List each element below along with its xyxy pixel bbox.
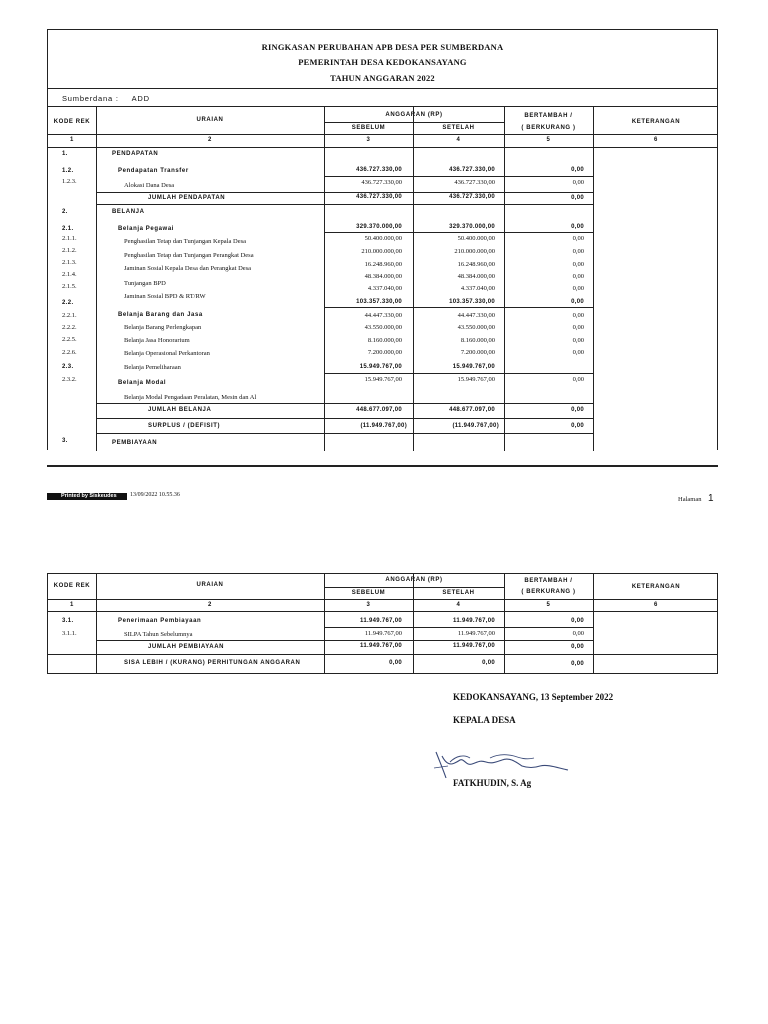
row-code: 2.1.1. <box>62 235 77 242</box>
value-setelah: 0,00 <box>482 660 495 666</box>
col-num-4: 4 <box>456 137 461 143</box>
value-sebelum: 436.727.330,00 <box>356 194 402 200</box>
row-code: 2.2.6. <box>62 349 77 356</box>
row-label: PENDAPATAN <box>112 151 159 157</box>
value-sebelum: 11.949.767,00 <box>360 643 402 649</box>
row-label: Belanja Pegawai <box>118 226 175 232</box>
col-uraian: URAIAN <box>196 582 224 588</box>
row-code: 2.2.5. <box>62 336 77 343</box>
value-diff: 0,00 <box>572 376 584 383</box>
value-setelah: 11.949.767,00 <box>453 618 495 624</box>
value-diff: 0,00 <box>572 248 584 255</box>
value-sebelum: 50.400.000,00 <box>364 235 402 242</box>
value-sebelum: 11.949.767,00 <box>360 618 402 624</box>
value-diff: 0,00 <box>571 195 584 201</box>
value-diff: 0,00 <box>572 312 584 319</box>
total-label: JUMLAH PEMBIAYAAN <box>148 644 225 650</box>
col-num-6: 6 <box>654 602 658 608</box>
divider <box>48 88 717 89</box>
value-sebelum: 44.447.330,00 <box>364 312 402 319</box>
col-anggaran: ANGGARAN (RP) <box>385 577 443 583</box>
value-diff: 0,00 <box>571 167 584 173</box>
col-num-3: 3 <box>366 137 371 143</box>
row-code: 1. <box>62 151 68 157</box>
summary-table-page2 <box>47 573 718 674</box>
value-diff: 0,00 <box>571 644 584 650</box>
row-code: 2.1.2. <box>62 247 77 254</box>
value-setelah: 436.727.330,00 <box>449 167 495 173</box>
col-num-1: 1 <box>70 137 74 143</box>
balance-label: SISA LEBIH / (KURANG) PERHITUNGAN ANGGARAN <box>124 660 301 666</box>
value-diff: 0,00 <box>571 407 584 413</box>
row-label: Tunjangan BPD <box>124 280 166 287</box>
value-setelah: 436.727.330,00 <box>454 179 495 186</box>
value-sebelum: 0,00 <box>389 660 402 666</box>
col-num-4: 4 <box>456 602 461 608</box>
value-setelah: 7.200.000,00 <box>460 349 495 356</box>
col-keterangan: KETERANGAN <box>631 584 681 590</box>
value-setelah: 436.727.330,00 <box>449 194 495 200</box>
row-code: 3.1. <box>62 618 74 624</box>
value-setelah: 16.248.960,00 <box>457 261 495 268</box>
col-anggaran: ANGGARAN (RP) <box>385 112 443 118</box>
report-subtitle-year: TAHUN ANGGARAN 2022 <box>330 73 435 83</box>
value-sebelum: (11.949.767,00) <box>360 423 407 429</box>
signature-name: FATKHUDIN, S. Ag <box>453 778 532 788</box>
value-sebelum: 210.000.000,00 <box>361 248 402 255</box>
value-setelah: 44.447.330,00 <box>457 312 495 319</box>
col-sebelum: SEBELUM <box>351 590 386 596</box>
value-sebelum: 103.357.330,00 <box>356 299 402 305</box>
col-berkurang: ( BERKURANG ) <box>521 125 576 131</box>
col-num-3: 3 <box>366 602 371 608</box>
value-sebelum: 11.949.767,00 <box>364 630 402 637</box>
row-code: 1.2. <box>62 168 74 174</box>
col-setelah: SETELAH <box>442 590 475 596</box>
row-label: PEMBIAYAAN <box>112 440 158 446</box>
value-diff: 0,00 <box>572 179 584 186</box>
value-setelah: 43.550.000,00 <box>457 324 495 331</box>
col-num-5: 5 <box>546 602 551 608</box>
page-number: 1 <box>708 493 714 504</box>
total-label: JUMLAH BELANJA <box>148 407 212 413</box>
signature-place-date: KEDOKANSAYANG, 13 September 2022 <box>453 692 614 702</box>
sumberdana-line <box>62 94 150 103</box>
summary-table-page1 <box>47 29 718 450</box>
row-code: 2.1.3. <box>62 259 77 266</box>
value-sebelum: 16.248.960,00 <box>364 261 402 268</box>
row-label: BELANJA <box>112 209 145 215</box>
value-sebelum: 15.949.767,00 <box>364 376 402 383</box>
handwritten-signature <box>430 742 575 782</box>
value-diff: 0,00 <box>572 630 584 637</box>
report-title: RINGKASAN PERUBAHAN APB DESA PER SUMBERDANA <box>261 42 504 52</box>
surplus-label: SURPLUS / (DEFISIT) <box>148 423 221 429</box>
value-sebelum: 436.727.330,00 <box>356 167 402 173</box>
print-timestamp: 13/09/2022 10.55.36 <box>130 492 180 498</box>
value-setelah: 8.160.000,00 <box>460 337 495 344</box>
col-kode-rek: KODE REK <box>53 119 91 125</box>
row-code: 2.2.1. <box>62 312 77 319</box>
col-num-5: 5 <box>546 137 551 143</box>
col-num-1: 1 <box>70 602 74 608</box>
row-code: 2.2.2. <box>62 324 77 331</box>
total-label: JUMLAH PENDAPATAN <box>148 195 226 201</box>
value-sebelum: 15.949.767,00 <box>359 364 402 370</box>
value-sebelum: 8.160.000,00 <box>367 337 402 344</box>
value-diff: 0,00 <box>572 285 584 292</box>
row-code: 2.1.4. <box>62 271 77 278</box>
col-bertambah: BERTAMBAH / <box>524 578 573 584</box>
value-setelah: 210.000.000,00 <box>454 248 495 255</box>
row-label: Belanja Modal Pengadaan Peralatan, Mesin dan Al <box>124 394 257 401</box>
col-kode-rek: KODE REK <box>53 583 91 589</box>
value-diff: 0,00 <box>571 618 584 624</box>
col-berkurang: ( BERKURANG ) <box>521 589 576 595</box>
row-label: Belanja Operasional Perkantoran <box>124 350 210 357</box>
printed-by-badge: Printed by Siskeudes <box>47 493 127 500</box>
sumberdana-value: ADD <box>131 94 150 103</box>
value-diff: 0,00 <box>572 324 584 331</box>
row-label: Alokasi Dana Desa <box>124 182 175 189</box>
value-setelah: 11.949.767,00 <box>453 643 495 649</box>
row-label: SILPA Tahun Sebelumnya <box>124 631 193 638</box>
sumberdana-label: Sumberdana : <box>62 94 119 103</box>
row-label: Belanja Pemeliharaan <box>124 364 181 371</box>
row-code: 3. <box>62 438 68 444</box>
value-setelah: 4.337.040,00 <box>460 285 495 292</box>
row-code: 3.1.1. <box>62 630 77 637</box>
row-code: 1.2.3. <box>62 178 77 185</box>
col-num-2: 2 <box>208 602 212 608</box>
row-code: 2. <box>62 209 68 215</box>
value-setelah: 103.357.330,00 <box>449 299 495 305</box>
value-sebelum: 7.200.000,00 <box>367 349 402 356</box>
col-setelah: SETELAH <box>442 125 475 131</box>
value-setelah: 15.949.767,00 <box>452 364 495 370</box>
value-setelah: 48.384.000,00 <box>457 273 495 280</box>
col-bertambah: BERTAMBAH / <box>524 113 573 119</box>
row-code: 2.1.5. <box>62 283 77 290</box>
value-diff: 0,00 <box>572 273 584 280</box>
value-setelah: 15.949.767,00 <box>457 376 495 383</box>
value-diff: 0,00 <box>571 224 584 230</box>
value-diff: 0,00 <box>571 423 584 429</box>
row-code: 2.2. <box>62 300 74 306</box>
value-sebelum: 448.677.097,00 <box>356 407 402 413</box>
value-diff: 0,00 <box>572 337 584 344</box>
row-label: Pendapatan Transfer <box>118 168 189 174</box>
row-label: Jaminan Sosial BPD & RT/RW <box>124 293 206 300</box>
value-diff: 0,00 <box>572 349 584 356</box>
row-code: 2.3.2. <box>62 376 77 383</box>
value-diff: 0,00 <box>571 661 584 667</box>
value-sebelum: 436.727.330,00 <box>361 179 402 186</box>
row-label: Belanja Modal <box>118 380 167 386</box>
report-subtitle-government: PEMERINTAH DESA KEDOKANSAYANG <box>298 57 467 67</box>
col-num-2: 2 <box>208 137 212 143</box>
value-sebelum: 48.384.000,00 <box>364 273 402 280</box>
page-break-line <box>47 465 718 467</box>
value-sebelum: 4.337.040,00 <box>367 285 402 292</box>
col-uraian: URAIAN <box>196 117 224 123</box>
signature-title: KEPALA DESA <box>453 715 516 725</box>
row-code: 2.3. <box>62 364 74 370</box>
value-setelah: 11.949.767,00 <box>457 630 495 637</box>
row-label: Belanja Jasa Honorarium <box>124 337 190 344</box>
value-setelah: 329.370.000,00 <box>449 224 495 230</box>
value-sebelum: 43.550.000,00 <box>364 324 402 331</box>
col-sebelum: SEBELUM <box>351 125 386 131</box>
value-diff: 0,00 <box>571 299 584 305</box>
col-keterangan: KETERANGAN <box>631 119 681 125</box>
divider <box>48 106 717 107</box>
row-label: Belanja Barang dan Jasa <box>118 312 203 318</box>
value-setelah: 448.677.097,00 <box>449 407 495 413</box>
row-label: Belanja Barang Perlengkapan <box>124 324 202 331</box>
value-sebelum: 329.370.000,00 <box>356 224 402 230</box>
value-setelah: 50.400.000,00 <box>457 235 495 242</box>
page-label: Halaman <box>678 496 702 503</box>
value-diff: 0,00 <box>572 261 584 268</box>
row-label: Penghasilan Tetap dan Tunjangan Kepala Desa <box>124 238 246 245</box>
row-label: Jaminan Sosial Kepala Desa dan Perangkat Desa <box>124 265 252 272</box>
value-diff: 0,00 <box>572 235 584 242</box>
row-label: Penghasilan Tetap dan Tunjangan Perangkat Desa <box>124 252 254 259</box>
row-code: 2.1. <box>62 226 74 232</box>
row-label: Penerimaan Pembiayaan <box>118 618 202 624</box>
col-num-6: 6 <box>654 137 658 143</box>
value-setelah: (11.949.767,00) <box>452 423 499 429</box>
